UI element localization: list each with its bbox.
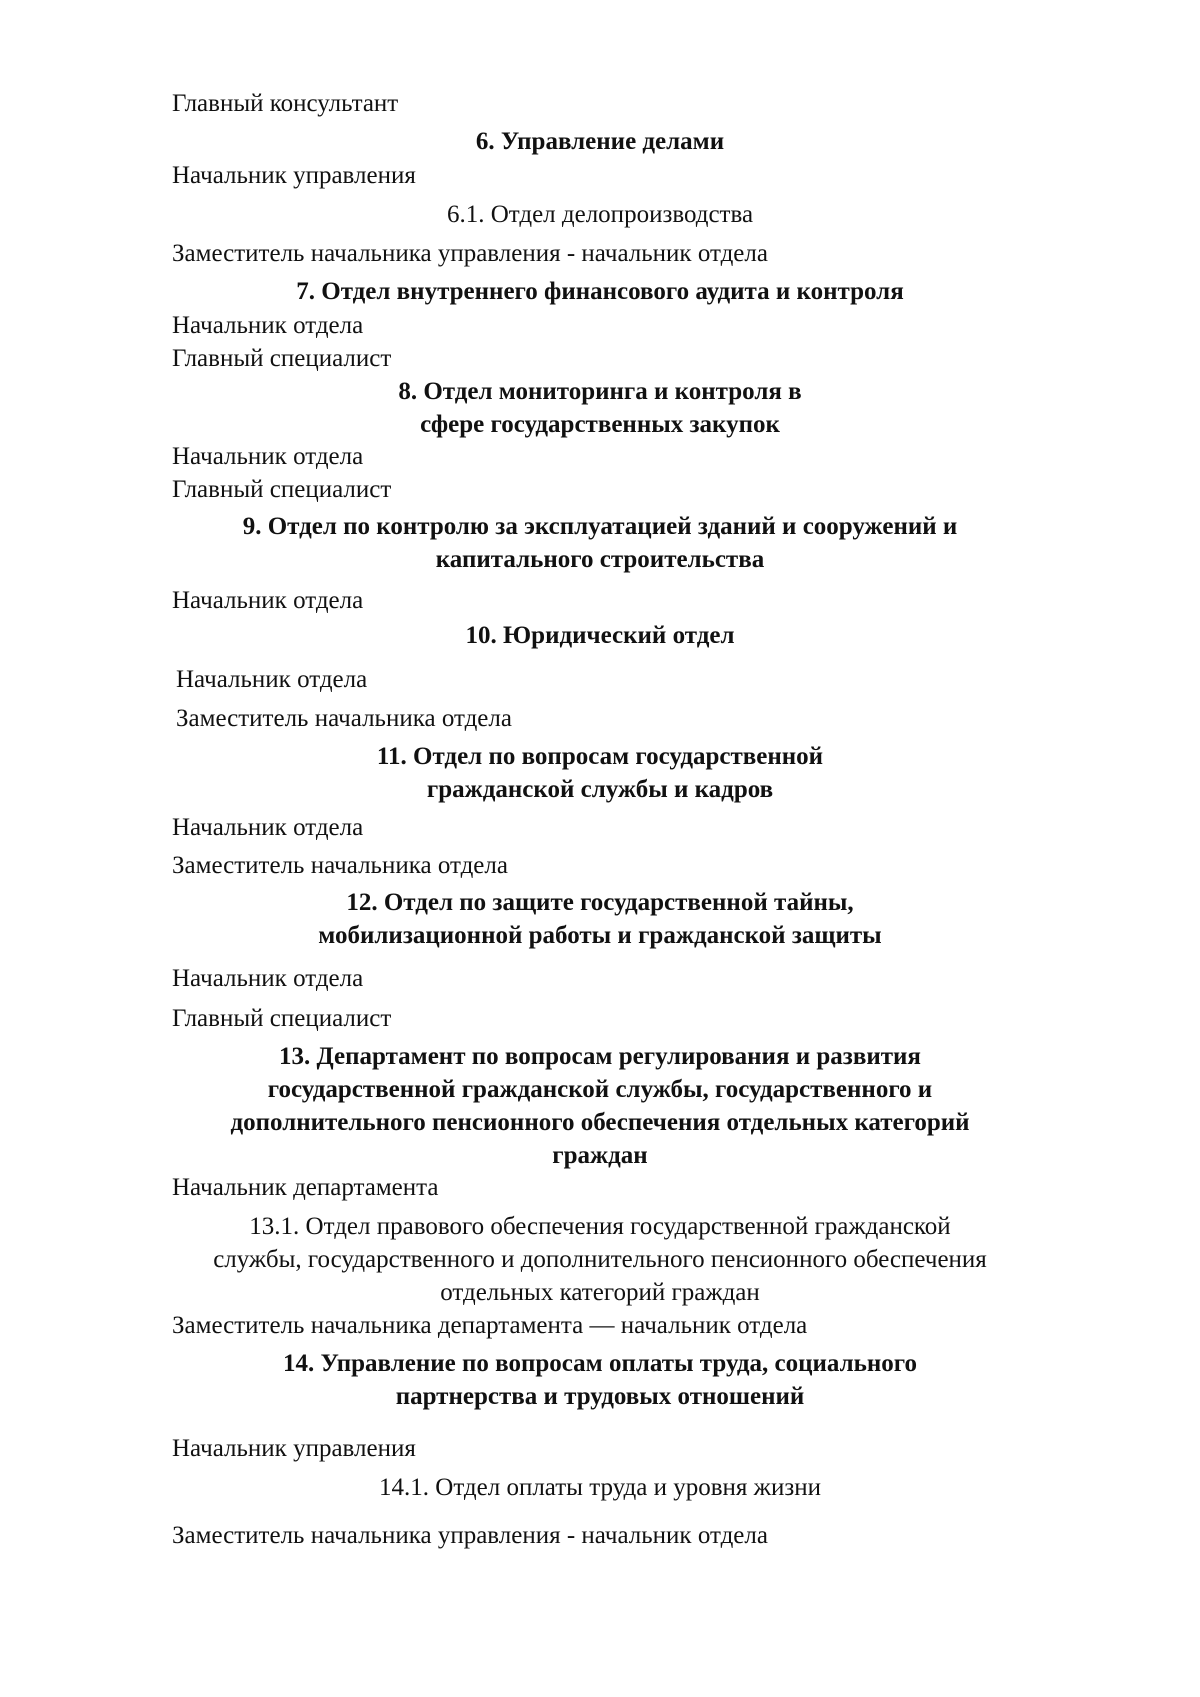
position-line: Главный специалист bbox=[172, 476, 392, 503]
section-heading: 6. Управление делами bbox=[475, 128, 725, 155]
position-line: Заместитель начальника отдела bbox=[172, 852, 508, 879]
section-heading: 14. Управление по вопросам оплаты труда, социального bbox=[282, 1350, 918, 1377]
section-heading: капитального строительства bbox=[435, 546, 765, 573]
position-line: Начальник отдела bbox=[172, 443, 364, 470]
section-heading: 13. Департамент по вопросам регулирования и развития bbox=[279, 1043, 921, 1070]
section-heading: сфере государственных закупок bbox=[420, 411, 780, 438]
subsection-heading: отдельных категорий граждан bbox=[440, 1279, 760, 1306]
position-line: Начальник отдела bbox=[176, 666, 368, 693]
subsection-heading: службы, государственного и дополнительного пенсионного обеспечения bbox=[213, 1246, 987, 1273]
position-line: Начальник отдела bbox=[172, 587, 364, 614]
subsection-heading: 14.1. Отдел оплаты труда и уровня жизни bbox=[379, 1474, 821, 1501]
position-line: Главный консультант bbox=[172, 90, 399, 117]
subsection-heading: 6.1. Отдел делопроизводства bbox=[446, 201, 754, 228]
position-line: Начальник управления bbox=[172, 1435, 416, 1462]
section-heading: 9. Отдел по контролю за эксплуатацией зданий и сооружений и bbox=[242, 513, 958, 540]
position-line: Начальник отдела bbox=[172, 312, 364, 339]
position-line: Главный специалист bbox=[172, 1005, 392, 1032]
section-heading: мобилизационной работы и гражданской защиты bbox=[318, 922, 882, 949]
position-line: Начальник департамента bbox=[172, 1174, 439, 1201]
position-line: Главный специалист bbox=[172, 345, 392, 372]
section-heading: 12. Отдел по защите государственной тайны, bbox=[346, 889, 854, 916]
section-heading: дополнительного пенсионного обеспечения отдельных категорий bbox=[230, 1109, 970, 1136]
position-line: Начальник управления bbox=[172, 162, 416, 189]
section-heading: гражданской службы и кадров bbox=[426, 776, 774, 803]
section-heading: 11. Отдел по вопросам государственной bbox=[376, 743, 824, 770]
position-line: Заместитель начальника управления - начальник отдела bbox=[172, 1522, 768, 1549]
section-heading: партнерства и трудовых отношений bbox=[395, 1383, 805, 1410]
subsection-heading: 13.1. Отдел правового обеспечения государственной гражданской bbox=[249, 1213, 951, 1240]
position-line: Заместитель начальника управления - начальник отдела bbox=[172, 240, 768, 267]
position-line: Заместитель начальника отдела bbox=[176, 705, 512, 732]
section-heading: граждан bbox=[552, 1142, 648, 1169]
section-heading: 10. Юридический отдел bbox=[465, 622, 735, 649]
position-line: Заместитель начальника департамента — начальник отдела bbox=[172, 1312, 808, 1339]
section-heading: 7. Отдел внутреннего финансового аудита и контроля bbox=[296, 278, 904, 305]
section-heading: государственной гражданской службы, государственного и bbox=[267, 1076, 933, 1103]
section-heading: 8. Отдел мониторинга и контроля в bbox=[398, 378, 802, 405]
position-line: Начальник отдела bbox=[172, 814, 364, 841]
position-line: Начальник отдела bbox=[172, 965, 364, 992]
